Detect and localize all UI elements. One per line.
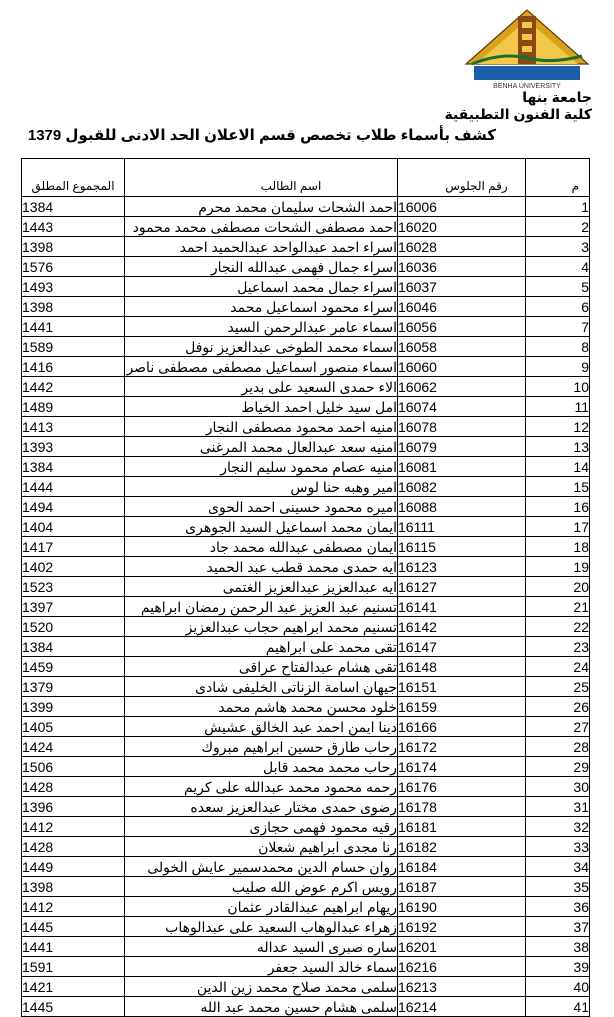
cell-num: 21 bbox=[526, 597, 590, 617]
cell-name: روان حسام الدين محمدسمير عايش الخولى bbox=[125, 857, 398, 877]
cell-seat: 16181 bbox=[398, 817, 526, 837]
cell-num: 2 bbox=[526, 217, 590, 237]
cell-total: 1384 bbox=[22, 637, 125, 657]
cell-total: 1402 bbox=[22, 557, 125, 577]
table-row bbox=[22, 237, 590, 257]
cell-num: 8 bbox=[526, 337, 590, 357]
cell-total: 1384 bbox=[22, 457, 125, 477]
cell-total: 1379 bbox=[22, 677, 125, 697]
cell-num: 4 bbox=[526, 257, 590, 277]
cell-name: رضوى حمدى مختار عبدالعزيز سعده bbox=[125, 797, 398, 817]
cell-seat: 16178 bbox=[398, 797, 526, 817]
cell-seat: 16115 bbox=[398, 537, 526, 557]
cell-name: تسنيم عبد العزيز عبد الرحمن رمضان ابراهيم bbox=[125, 597, 398, 617]
cell-total: 1384 bbox=[22, 197, 125, 217]
cell-name: ايمان مصطفى عبدالله محمد جاد bbox=[125, 537, 398, 557]
cell-total: 1405 bbox=[22, 717, 125, 737]
cell-name: رقيه محمود فهمى حجازى bbox=[125, 817, 398, 837]
cell-num: 24 bbox=[526, 657, 590, 677]
svg-text:BENHA UNIVERSITY: BENHA UNIVERSITY bbox=[493, 83, 561, 90]
cell-seat: 16058 bbox=[398, 337, 526, 357]
table-row bbox=[22, 477, 590, 497]
table-row bbox=[22, 837, 590, 857]
cell-seat: 16123 bbox=[398, 557, 526, 577]
table-row bbox=[22, 677, 590, 697]
cell-seat: 16082 bbox=[398, 477, 526, 497]
cell-num: 10 bbox=[526, 377, 590, 397]
cell-name: امنيه سعد عبدالعال محمد المرغنى bbox=[125, 437, 398, 457]
table-row bbox=[22, 357, 590, 377]
cell-name: اسراء محمود اسماعيل محمد bbox=[125, 297, 398, 317]
cell-seat: 16046 bbox=[398, 297, 526, 317]
cell-name: امنيه احمد محمود مصطفى النجار bbox=[125, 417, 398, 437]
cell-num: 28 bbox=[526, 737, 590, 757]
cell-total: 1443 bbox=[22, 217, 125, 237]
cell-num: 38 bbox=[526, 937, 590, 957]
cell-name: احمد مصطفى الشحات مصطفى محمد محمود bbox=[125, 217, 398, 237]
cell-total: 1398 bbox=[22, 297, 125, 317]
table-row bbox=[22, 577, 590, 597]
cell-seat: 16142 bbox=[398, 617, 526, 637]
cell-name: سلمى محمد صلاح محمد زين الدين bbox=[125, 977, 398, 997]
cell-total: 1399 bbox=[22, 697, 125, 717]
table-row bbox=[22, 817, 590, 837]
cell-seat: 16148 bbox=[398, 657, 526, 677]
table-row bbox=[22, 777, 590, 797]
cell-seat: 16166 bbox=[398, 717, 526, 737]
cell-num: 3 bbox=[526, 237, 590, 257]
cell-seat: 16192 bbox=[398, 917, 526, 937]
table-row bbox=[22, 737, 590, 757]
cell-total: 1417 bbox=[22, 537, 125, 557]
cell-num: 9 bbox=[526, 357, 590, 377]
table-row bbox=[22, 697, 590, 717]
cell-total: 1441 bbox=[22, 937, 125, 957]
cell-seat: 16141 bbox=[398, 597, 526, 617]
cell-total: 1397 bbox=[22, 597, 125, 617]
cell-seat: 16036 bbox=[398, 257, 526, 277]
cell-num: 18 bbox=[526, 537, 590, 557]
cell-num: 29 bbox=[526, 757, 590, 777]
cell-num: 12 bbox=[526, 417, 590, 437]
header-seat: رقم الجلوس bbox=[398, 159, 526, 197]
cell-seat: 16020 bbox=[398, 217, 526, 237]
cell-total: 1398 bbox=[22, 877, 125, 897]
cell-name: امنيه عصام محمود سليم النجار bbox=[125, 457, 398, 477]
cell-name: اسماء عامر عبدالرحمن السيد bbox=[125, 317, 398, 337]
cell-total: 1424 bbox=[22, 737, 125, 757]
cell-num: 35 bbox=[526, 877, 590, 897]
cell-seat: 16214 bbox=[398, 997, 526, 1017]
cell-total: 1421 bbox=[22, 977, 125, 997]
cell-name: تقى محمد على ابراهيم bbox=[125, 637, 398, 657]
table-row bbox=[22, 197, 590, 217]
table-row bbox=[22, 397, 590, 417]
cell-total: 1445 bbox=[22, 917, 125, 937]
header-num: م bbox=[526, 159, 590, 197]
table-row bbox=[22, 937, 590, 957]
cell-num: 1 bbox=[526, 197, 590, 217]
cell-total: 1444 bbox=[22, 477, 125, 497]
cell-seat: 16176 bbox=[398, 777, 526, 797]
cell-seat: 16159 bbox=[398, 697, 526, 717]
cell-num: 31 bbox=[526, 797, 590, 817]
cell-name: ايه حمدى محمد قطب عبد الحميد bbox=[125, 557, 398, 577]
cell-num: 13 bbox=[526, 437, 590, 457]
table-row bbox=[22, 757, 590, 777]
cell-total: 1428 bbox=[22, 837, 125, 857]
cell-total: 1591 bbox=[22, 957, 125, 977]
cell-total: 1489 bbox=[22, 397, 125, 417]
cell-num: 14 bbox=[526, 457, 590, 477]
cell-seat: 16151 bbox=[398, 677, 526, 697]
table-row bbox=[22, 417, 590, 437]
cell-total: 1413 bbox=[22, 417, 125, 437]
cell-name: سلمى هشام حسين محمد عبد الله bbox=[125, 997, 398, 1017]
table-row bbox=[22, 497, 590, 517]
cell-seat: 16037 bbox=[398, 277, 526, 297]
cell-total: 1449 bbox=[22, 857, 125, 877]
cell-name: اميره محمود حسينى احمد الحوى bbox=[125, 497, 398, 517]
cell-total: 1576 bbox=[22, 257, 125, 277]
cell-name: جيهان اسامة الزناتى الخليفى شادى bbox=[125, 677, 398, 697]
cell-seat: 16184 bbox=[398, 857, 526, 877]
cell-num: 41 bbox=[526, 997, 590, 1017]
cell-name: تسنيم محمد ابراهيم حجاب عبدالعزيز bbox=[125, 617, 398, 637]
cell-name: احمد الشحات سليمان محمد محرم bbox=[125, 197, 398, 217]
table-header-row bbox=[22, 159, 590, 197]
cell-num: 36 bbox=[526, 897, 590, 917]
table-row bbox=[22, 617, 590, 637]
table-row bbox=[22, 797, 590, 817]
cell-name: امل سيد خليل احمد الخياط bbox=[125, 397, 398, 417]
cell-total: 1393 bbox=[22, 437, 125, 457]
cell-seat: 16078 bbox=[398, 417, 526, 437]
cell-num: 5 bbox=[526, 277, 590, 297]
table-row bbox=[22, 997, 590, 1017]
cell-num: 37 bbox=[526, 917, 590, 937]
cell-total: 1441 bbox=[22, 317, 125, 337]
faculty-name: كلية الفنون التطبيقية bbox=[444, 106, 592, 122]
cell-num: 6 bbox=[526, 297, 590, 317]
cell-seat: 16201 bbox=[398, 937, 526, 957]
cell-total: 1493 bbox=[22, 277, 125, 297]
cell-seat: 16062 bbox=[398, 377, 526, 397]
cell-seat: 16028 bbox=[398, 237, 526, 257]
cell-name: اسراء جمال محمد اسماعيل bbox=[125, 277, 398, 297]
table-row bbox=[22, 537, 590, 557]
cell-total: 1494 bbox=[22, 497, 125, 517]
table-row bbox=[22, 877, 590, 897]
table-row bbox=[22, 437, 590, 457]
table-row bbox=[22, 217, 590, 237]
cell-name: ساره صبرى السيد عداله bbox=[125, 937, 398, 957]
cell-total: 1589 bbox=[22, 337, 125, 357]
cell-name: رويس اكرم عوض الله صليب bbox=[125, 877, 398, 897]
cell-num: 40 bbox=[526, 977, 590, 997]
cell-total: 1506 bbox=[22, 757, 125, 777]
cell-num: 7 bbox=[526, 317, 590, 337]
cell-total: 1412 bbox=[22, 897, 125, 917]
cell-num: 15 bbox=[526, 477, 590, 497]
cell-name: ريهام ابراهيم عبدالقادر عثمان bbox=[125, 897, 398, 917]
cell-total: 1398 bbox=[22, 237, 125, 257]
cell-seat: 16174 bbox=[398, 757, 526, 777]
cell-total: 1445 bbox=[22, 997, 125, 1017]
cell-seat: 16127 bbox=[398, 577, 526, 597]
cell-name: رنا مجدى ابراهيم شعلان bbox=[125, 837, 398, 857]
cell-seat: 16006 bbox=[398, 197, 526, 217]
table-row bbox=[22, 337, 590, 357]
table-row bbox=[22, 457, 590, 477]
cell-seat: 16111 bbox=[398, 517, 526, 537]
table-row bbox=[22, 257, 590, 277]
cell-name: رحاب محمد محمد قابل bbox=[125, 757, 398, 777]
header-name: اسم الطالب bbox=[125, 159, 398, 197]
cell-seat: 16213 bbox=[398, 977, 526, 997]
cell-seat: 16079 bbox=[398, 437, 526, 457]
table-row bbox=[22, 317, 590, 337]
cell-total: 1442 bbox=[22, 377, 125, 397]
table-row bbox=[22, 597, 590, 617]
cell-name: زهراء عبدالوهاب السعيد على عبدالوهاب bbox=[125, 917, 398, 937]
table-row bbox=[22, 557, 590, 577]
cell-name: اسماء منصور اسماعيل مصطفى مصطفى ناصر bbox=[126, 358, 397, 375]
cell-num: 17 bbox=[526, 517, 590, 537]
cell-total: 1396 bbox=[22, 797, 125, 817]
cell-total: 1416 bbox=[22, 357, 125, 377]
cell-name: سماء خالد السيد جعفر bbox=[125, 957, 398, 977]
cell-name: ايمان محمد اسماعيل السيد الجوهرى bbox=[125, 517, 398, 537]
cell-total: 1523 bbox=[22, 577, 125, 597]
table-row bbox=[22, 637, 590, 657]
cell-num: 26 bbox=[526, 697, 590, 717]
cell-name: خلود محسن محمد هاشم محمد bbox=[125, 697, 398, 717]
cell-seat: 16074 bbox=[398, 397, 526, 417]
cell-total: 1412 bbox=[22, 817, 125, 837]
table-row bbox=[22, 857, 590, 877]
table-row bbox=[22, 277, 590, 297]
cell-num: 22 bbox=[526, 617, 590, 637]
cell-seat: 16172 bbox=[398, 737, 526, 757]
table-row bbox=[22, 657, 590, 677]
cell-num: 32 bbox=[526, 817, 590, 837]
cell-seat: 16056 bbox=[398, 317, 526, 337]
table-row bbox=[22, 957, 590, 977]
university-logo bbox=[462, 6, 592, 92]
cell-name: دينا ايمن احمد عبد الخالق عشيش bbox=[125, 717, 398, 737]
cell-total: 1404 bbox=[22, 517, 125, 537]
cell-name: اسراء جمال فهمى عبدالله النجار bbox=[125, 257, 398, 277]
cell-name: ايه عبدالعزيز عبدالعزيز الغتمى bbox=[125, 577, 398, 597]
cell-seat: 16060 bbox=[398, 357, 526, 377]
cell-num: 23 bbox=[526, 637, 590, 657]
university-name: جامعة بنها bbox=[522, 89, 592, 105]
table-row bbox=[22, 977, 590, 997]
cell-num: 11 bbox=[526, 397, 590, 417]
cell-num: 39 bbox=[526, 957, 590, 977]
header-total: المجموع المطلق bbox=[22, 159, 125, 197]
table-row bbox=[22, 297, 590, 317]
cell-seat: 16187 bbox=[398, 877, 526, 897]
cell-total: 1459 bbox=[22, 657, 125, 677]
cell-seat: 16182 bbox=[398, 837, 526, 857]
cell-num: 30 bbox=[526, 777, 590, 797]
table-row bbox=[22, 517, 590, 537]
cell-seat: 16088 bbox=[398, 497, 526, 517]
cell-num: 33 bbox=[526, 837, 590, 857]
table-row bbox=[22, 917, 590, 937]
table-row bbox=[22, 717, 590, 737]
cell-name: اسراء احمد عبدالواحد عبدالحميد احمد bbox=[125, 237, 398, 257]
cell-total: 1520 bbox=[22, 617, 125, 637]
cell-name: تقى هشام عبدالفتاح عراقى bbox=[125, 657, 398, 677]
cell-num: 34 bbox=[526, 857, 590, 877]
document-title: كشف بأسماء طلاب تخصص قسم الاعلان الحد الادنى للقبول 1379 bbox=[27, 127, 496, 144]
student-table bbox=[21, 158, 590, 1017]
table-row bbox=[22, 897, 590, 917]
cell-name: امير وهبه حنا لوس bbox=[125, 477, 398, 497]
cell-seat: 16216 bbox=[398, 957, 526, 977]
cell-num: 25 bbox=[526, 677, 590, 697]
cell-num: 19 bbox=[526, 557, 590, 577]
cell-seat: 16081 bbox=[398, 457, 526, 477]
cell-num: 20 bbox=[526, 577, 590, 597]
cell-num: 16 bbox=[526, 497, 590, 517]
cell-seat: 16190 bbox=[398, 897, 526, 917]
cell-seat: 16147 bbox=[398, 637, 526, 657]
cell-name: رحاب طارق حسين ابراهيم مبروك bbox=[125, 737, 398, 757]
cell-name: الاء حمدى السعيد على بدير bbox=[125, 377, 398, 397]
cell-total: 1428 bbox=[22, 777, 125, 797]
cell-name: رحمه محمود محمد عبدالله على كريم bbox=[125, 777, 398, 797]
cell-name: اسماء محمد الطوخى عبدالعزيز نوفل bbox=[125, 337, 398, 357]
cell-num: 27 bbox=[526, 717, 590, 737]
table-row bbox=[22, 377, 590, 397]
